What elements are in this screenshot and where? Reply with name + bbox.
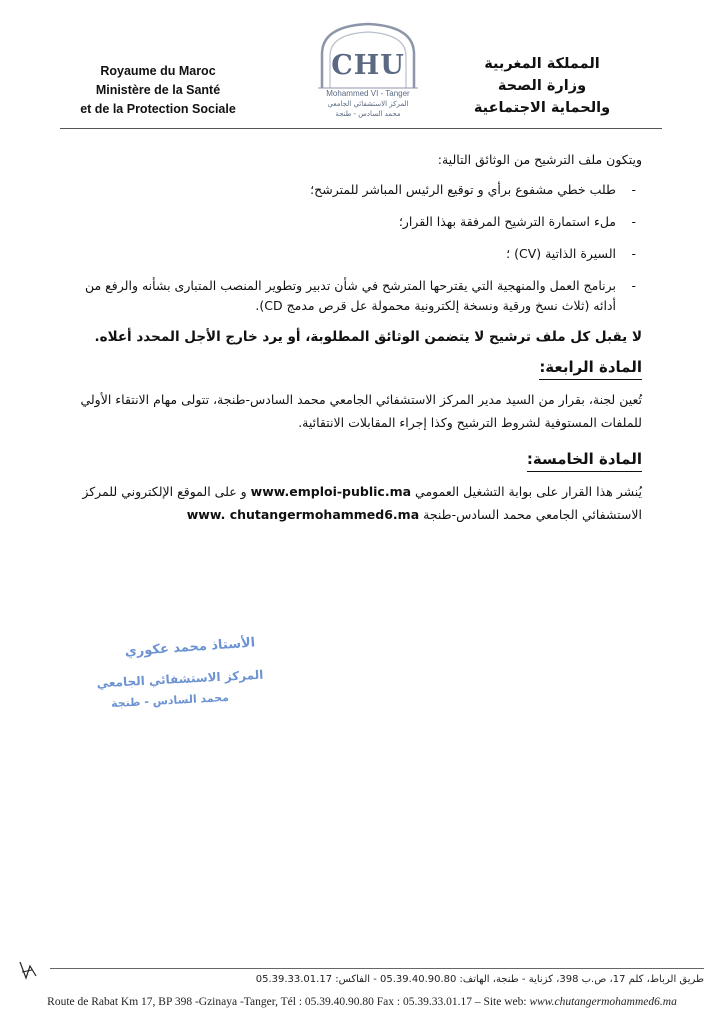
- article-5-title: المادة الخامسة:: [527, 448, 642, 472]
- header-divider: [60, 128, 662, 129]
- chu-logo: [308, 20, 428, 128]
- footer-fr-text: Route de Rabat Km 17, BP 398 -Gzinaya -Tanger, Tél : 05.39.40.90.80 Fax : 05.39.33.01.17 – Site web:: [47, 996, 530, 1008]
- footer-address-fr: [8, 996, 716, 1008]
- signature-institution: المركز الاستشفائي الجامعي: [96, 667, 264, 691]
- logo-subtitle-fr: Mohammed VI - Tanger: [326, 89, 410, 98]
- header-arabic-block: [442, 53, 642, 119]
- header-fr-line-1: Royaume du Maroc: [100, 64, 216, 78]
- documents-intro: ويتكون ملف الترشيح من الوثائق التالية:: [437, 152, 642, 167]
- emploi-public-link[interactable]: www.emploi-public.ma: [250, 484, 412, 499]
- article-5-part-1: يُنشر هذا القرار على بوابة التشغيل العمومي: [415, 484, 642, 499]
- header-fr-line-3: et de la Protection Sociale: [80, 102, 236, 116]
- document-item: - السيرة الذاتية (CV) ؛: [62, 244, 642, 264]
- header-ar-line-3: والحماية الاجتماعية: [473, 100, 611, 116]
- footer-address-ar: طريق الرباط، كلم 17، ص.ب 398، كزناية - طنجة، الهاتف: 05.39.40.90.80 - الفاكس: 05.39.33.01.17: [255, 974, 704, 985]
- logo-brand: CHU: [331, 50, 405, 81]
- signature-stamp: [80, 635, 280, 730]
- signature-city: محمد السادس - طنجة: [110, 690, 230, 711]
- initials-mark-icon: [16, 958, 40, 982]
- rejection-notice: لا يقبل كل ملف ترشيح لا يتضمن الوثائق المطلوبة، أو يرد خارج الأجل المحدد أعلاه.: [94, 329, 642, 345]
- document-item: - طلب خطي مشفوع برأي و توقيع الرئيس المباشر للمترشح؛: [62, 180, 642, 200]
- article-4-text: تُعين لجنة، بقرار من السيد مدير المركز الاستشفائي الجامعي محمد السادس-طنجة، تتولى مهام الانتقاء الأولي للملفات المستوفية لشروط الترشيح وكذا إجراء المقابلات الانتقائية.: [80, 392, 642, 430]
- footer-divider: [50, 968, 704, 969]
- footer-website-link[interactable]: www.chutangermohammed6.ma: [529, 996, 677, 1008]
- article-5-text: [62, 480, 642, 526]
- logo-subtitle-ar-2: محمد السادس - طنجة: [335, 110, 401, 118]
- document-body: [62, 150, 642, 540]
- article-4-title: المادة الرابعة:: [539, 356, 642, 380]
- document-item: - برنامج العمل والمنهجية التي يقترحها المترشح في شأن تدبير وتطوير المنصب المتبارى بشأنه والرفع من أدائه (ثلاث نسخ ورقية ونسخة إلكترونية محمولة عل قرص مدمج CD).: [62, 276, 642, 316]
- documents-list: [62, 180, 642, 316]
- article-5-part-2: و على الموقع الإلكتروني للمركز الاستشفائي الجامعي محمد السادس-طنجة: [82, 484, 642, 522]
- header-fr-line-2: Ministère de la Santé: [95, 83, 221, 97]
- signature-name: الأستاذ محمد عكوري: [124, 635, 256, 660]
- header-ar-line-2: وزارة الصحة: [497, 78, 587, 94]
- header-ar-line-1: المملكة المغربية: [484, 56, 600, 72]
- logo-subtitle-ar-1: المركز الاستشفائي الجامعي: [327, 100, 409, 108]
- header-french-block: [68, 62, 248, 119]
- document-item: - ملء استمارة الترشيح المرفقة بهذا القرار؛: [62, 212, 642, 232]
- chu-website-link[interactable]: www. chutangermohammed6.ma: [186, 507, 420, 522]
